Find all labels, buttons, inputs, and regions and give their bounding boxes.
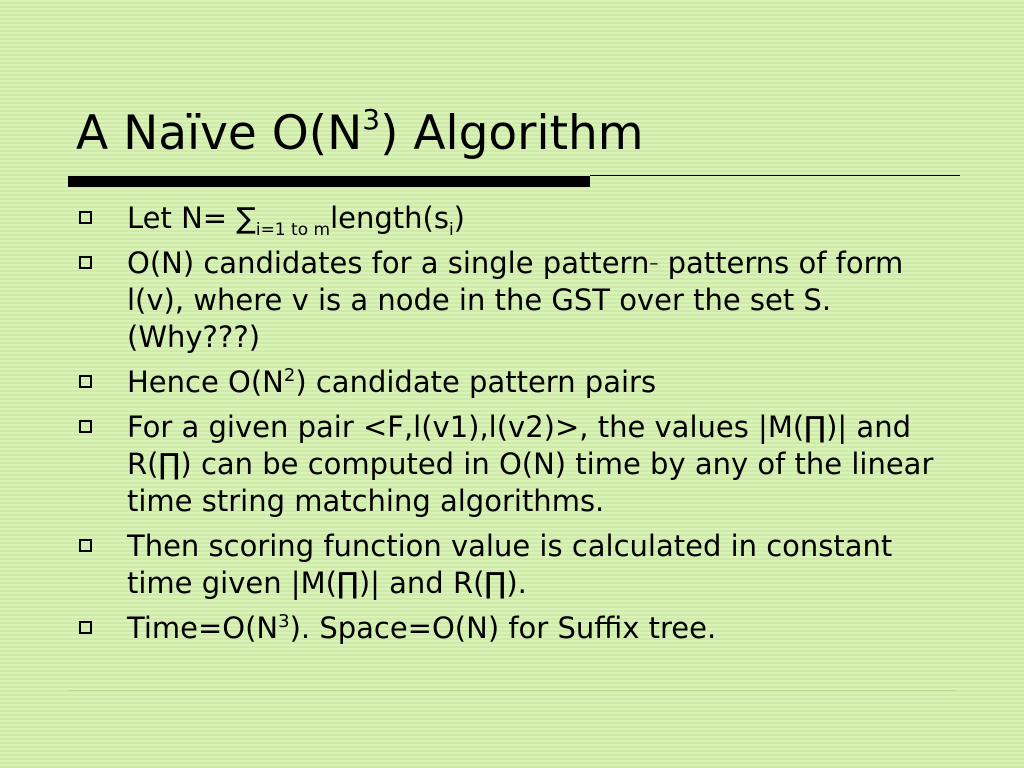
bullet-1-part3: ) — [453, 201, 465, 235]
bullet-2-part1: O(N) candidates for a single pattern — [127, 246, 650, 280]
footer-divider — [68, 690, 956, 691]
bullet-2-part2: patterns of form l(v), where v is a node in the GST over the set S. (Why???) — [127, 246, 904, 354]
hollow-square-bullet-icon — [79, 420, 92, 433]
bullet-3-sup: 2 — [283, 365, 296, 386]
title-underline-thin — [590, 175, 960, 176]
hollow-square-bullet-icon — [79, 256, 92, 269]
bullet-6-part2: ). Space=O(N) for Suffix tree. — [289, 611, 717, 645]
bullet-1-sub1: i=1 to m — [255, 220, 331, 240]
bullet-item-6 — [76, 610, 956, 647]
bullet-6-sup: 3 — [278, 611, 290, 632]
bullet-1-part1: Let N= ∑ — [127, 201, 256, 235]
bullet-item-4 — [76, 409, 956, 520]
title-text-after: ) Algorithm — [380, 106, 644, 161]
hollow-square-bullet-icon — [79, 375, 92, 388]
title-text-before: A Naïve O(N — [76, 106, 363, 161]
hollow-square-bullet-icon — [79, 621, 92, 634]
bullet-3-part2: ) candidate pattern pairs — [295, 365, 657, 399]
bullet-3-part1: Hence O(N — [127, 365, 284, 399]
bullet-1-sub2: i — [448, 220, 454, 240]
hollow-square-bullet-icon — [79, 211, 92, 224]
bullet-item-5 — [76, 528, 956, 602]
bullet-2-dash: – — [649, 253, 659, 274]
bullet-item-2 — [76, 245, 956, 356]
bullet-1-part2: length(s — [330, 201, 449, 235]
slide-title — [76, 104, 644, 164]
bullet-item-1 — [76, 200, 956, 240]
bullet-5-text: Then scoring function value is calculated in constant time given |M(∏)| and R(∏). — [127, 529, 893, 600]
bullet-item-3 — [76, 364, 956, 401]
bullet-6-part1: Time=O(N — [127, 611, 279, 645]
bullet-list — [76, 200, 956, 655]
title-superscript: 3 — [362, 103, 381, 136]
hollow-square-bullet-icon — [79, 539, 92, 552]
title-underline-thick — [68, 176, 590, 187]
bullet-4-text: For a given pair <F,l(v1),l(v2)>, the values |M(∏)| and R(∏) can be computed in O(N) time by any of the linear time string matching algorithms. — [127, 410, 934, 518]
